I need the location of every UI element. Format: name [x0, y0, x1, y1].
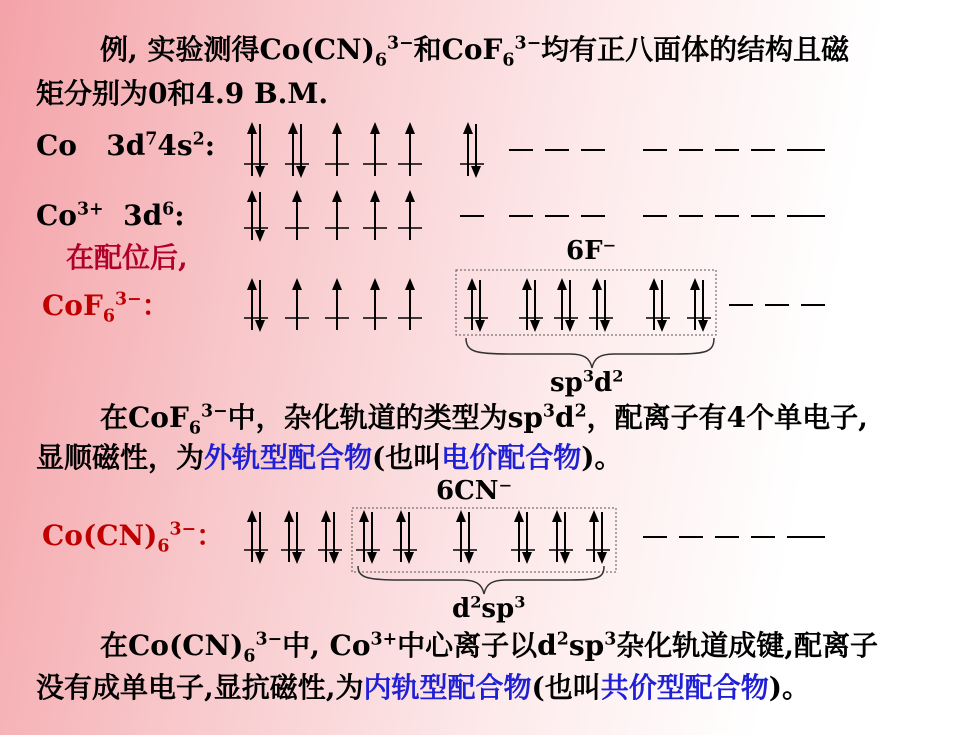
- d2sp3-s1: 2: [470, 592, 482, 612]
- d2sp3-hybrid-box: [352, 508, 616, 572]
- p2-b: 中，杂化轨道的类型为sp: [227, 401, 543, 434]
- covalent-complex-term: 共价型配合物: [600, 671, 769, 704]
- co-orbital-row: [244, 122, 825, 178]
- spin-down-arrow: [522, 512, 532, 564]
- p3-sub: 6: [243, 646, 256, 667]
- intro-sup-b: 3−: [514, 33, 542, 54]
- spin-up-arrow: [292, 190, 302, 240]
- sp3d2-a: sp: [550, 368, 583, 398]
- sp3d2-s1: 3: [582, 366, 595, 386]
- spin-down-arrow: [296, 124, 306, 178]
- co-sup-2: 2: [192, 129, 205, 150]
- p3-sup2: 3+: [370, 629, 398, 650]
- p3-sup3: 2: [556, 629, 569, 650]
- spin-up-arrow: [332, 122, 342, 176]
- spin-up-arrow: [522, 278, 532, 330]
- co3-sup: 3+: [76, 199, 104, 220]
- spin-up-arrow: [284, 510, 294, 562]
- sp3d2-b: d: [594, 368, 613, 398]
- cof6-label-end: ：: [141, 289, 170, 322]
- d2sp3-a: d: [452, 594, 471, 624]
- spin-down-arrow: [698, 280, 708, 332]
- spin-down-arrow: [597, 512, 607, 564]
- spin-up-arrow: [396, 510, 406, 562]
- spin-down-arrow: [565, 280, 575, 332]
- p3-a: 在Co(CN): [100, 629, 244, 662]
- d2sp3-s2: 3: [514, 592, 526, 612]
- co3-orbital-row: [244, 190, 825, 242]
- cn-ligand-text: 6CN⁻: [436, 476, 513, 506]
- spin-up-arrow: [467, 278, 477, 330]
- cof6-sub: 6: [102, 306, 115, 327]
- spin-up-arrow: [370, 278, 380, 330]
- d2sp3-brace: [358, 566, 604, 594]
- after-coord-text: 在配位后,: [66, 241, 188, 274]
- spin-down-arrow: [530, 280, 540, 332]
- p3-sup4: 3: [604, 629, 617, 650]
- spin-up-arrow: [592, 278, 602, 330]
- spin-up-arrow: [405, 278, 415, 330]
- p2-sup2: 3: [542, 401, 555, 422]
- intro-text-b: 和CoF: [413, 33, 503, 66]
- co-label-end: :: [204, 129, 216, 162]
- spin-down-arrow: [255, 124, 265, 178]
- spin-up-arrow: [557, 278, 567, 330]
- spin-down-arrow: [255, 512, 265, 564]
- cocn6-sup: 3−: [169, 519, 197, 540]
- spin-up-arrow: [247, 190, 257, 240]
- outer-orbital-complex-term: 外轨型配合物: [204, 441, 373, 474]
- d2sp3-b: sp: [481, 594, 515, 624]
- p2-a: 在CoF: [100, 401, 189, 434]
- cocn6-label-text: Co(CN): [42, 519, 158, 552]
- sp3d2-brace: [466, 338, 714, 368]
- co3-label-text: Co: [36, 199, 77, 232]
- intro-text-c: 均有正八面体的结构且磁: [541, 33, 850, 66]
- spin-up-arrow: [359, 510, 369, 562]
- spin-down-arrow: [464, 512, 474, 564]
- spin-up-arrow: [370, 122, 380, 176]
- p3-c: 中心离子以d: [397, 629, 557, 662]
- p3-sup: 3−: [255, 629, 283, 650]
- spin-up-arrow: [589, 510, 599, 562]
- p2-l2-c: )。: [581, 441, 623, 474]
- spin-up-arrow: [456, 510, 466, 562]
- cocn6-label-end: ：: [196, 519, 225, 552]
- spin-up-arrow: [405, 122, 415, 176]
- spin-up-arrow: [649, 278, 659, 330]
- cof6-sup: 3−: [114, 289, 142, 310]
- spin-up-arrow: [288, 122, 298, 176]
- cof6-orbital-row: [244, 278, 825, 332]
- p2-l2-b: (也叫: [372, 441, 442, 474]
- spin-up-arrow: [247, 510, 257, 562]
- spin-up-arrow: [552, 510, 562, 562]
- p2-sup: 3−: [200, 401, 228, 422]
- intro-sub-b: 6: [502, 50, 515, 71]
- p2-sub: 6: [188, 418, 201, 439]
- p2-d: ，配离子有4个单电子,: [586, 401, 868, 434]
- spin-up-arrow: [463, 122, 473, 176]
- spin-up-arrow: [247, 278, 257, 330]
- cocn6-orbital-row: [244, 510, 825, 564]
- co3-sup-2: 6: [162, 199, 175, 220]
- co3-label-mid: 3d: [103, 199, 163, 232]
- sp3d2-s2: 2: [612, 366, 624, 386]
- co-label-mid: 4s: [157, 129, 193, 162]
- spin-down-arrow: [292, 512, 302, 564]
- spin-down-arrow: [560, 512, 570, 564]
- spin-up-arrow: [514, 510, 524, 562]
- intro-sup-a: 3−: [386, 33, 414, 54]
- co3-label-end: :: [174, 199, 185, 232]
- co-sup-1: 7: [145, 129, 158, 150]
- p3-l2-b: (也叫: [531, 671, 601, 704]
- p2-l2-a: 显顺磁性，为: [36, 441, 205, 474]
- spin-down-arrow: [404, 512, 414, 564]
- p2-sup3: 2: [574, 401, 587, 422]
- cof6-label-text: CoF: [42, 289, 103, 322]
- sp3d2-hybrid-box: [456, 270, 716, 335]
- spin-up-arrow: [332, 278, 342, 330]
- spin-down-arrow: [657, 280, 667, 332]
- intro-line-2-text: 矩分别为0和4.9 B.M.: [36, 77, 329, 110]
- p3-e: 杂化轨道成键,配离子: [616, 629, 879, 662]
- spin-up-arrow: [405, 190, 415, 240]
- p3-b: 中, Co: [282, 629, 371, 662]
- electrovalent-complex-term: 电价配合物: [441, 441, 582, 474]
- spin-up-arrow: [370, 190, 380, 240]
- spin-down-arrow: [600, 280, 610, 332]
- f-ligand-text: 6F⁻: [566, 236, 617, 266]
- p3-d: sp: [568, 629, 605, 662]
- cocn6-sub: 6: [157, 536, 170, 557]
- spin-down-arrow: [255, 280, 265, 332]
- spin-down-arrow: [471, 124, 481, 178]
- spin-up-arrow: [247, 122, 257, 176]
- spin-up-arrow: [690, 278, 700, 330]
- spin-up-arrow: [332, 190, 342, 240]
- inner-orbital-complex-term: 内轨型配合物: [363, 671, 532, 704]
- spin-down-arrow: [255, 192, 265, 242]
- spin-up-arrow: [292, 278, 302, 330]
- intro-text-a: 例, 实验测得Co(CN): [100, 33, 375, 66]
- spin-down-arrow: [475, 280, 485, 332]
- p3-l2-a: 没有成单电子,显抗磁性,为: [36, 671, 364, 704]
- co-label-text: Co 3d: [36, 129, 146, 162]
- spin-down-arrow: [367, 512, 377, 564]
- intro-sub-a: 6: [374, 50, 387, 71]
- p3-l2-c: )。: [768, 671, 811, 704]
- p2-c: d: [555, 401, 575, 434]
- spin-down-arrow: [329, 512, 339, 564]
- spin-up-arrow: [321, 510, 331, 562]
